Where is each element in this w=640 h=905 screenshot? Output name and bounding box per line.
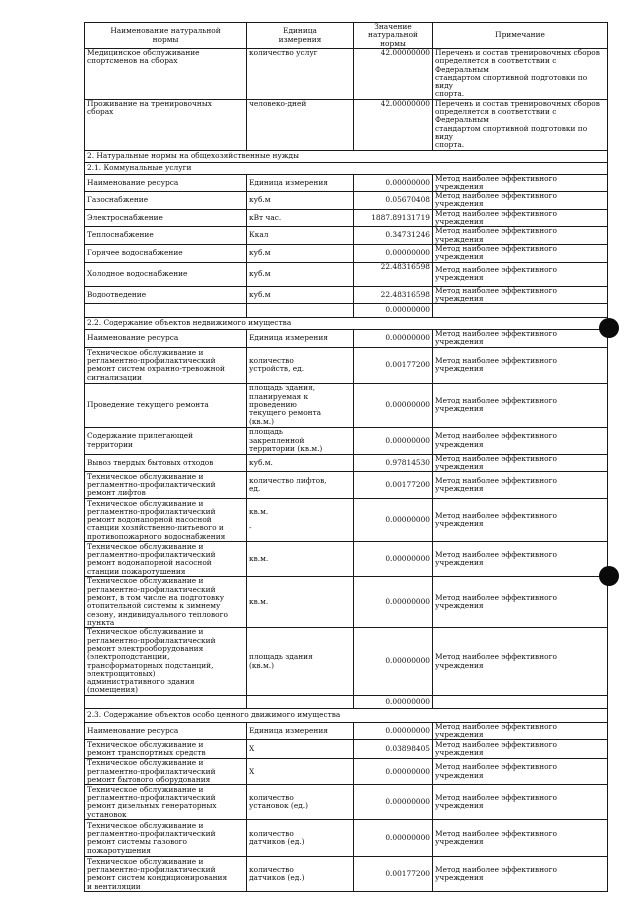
table-row xyxy=(85,383,608,427)
table-row xyxy=(85,49,608,100)
resource-name: Вывоз твердых бытовых отходов xyxy=(85,454,247,472)
resource-value: 22.48316598 xyxy=(354,262,433,286)
resource-unit-header: Единица измерения xyxy=(247,330,354,348)
resource-note: Метод наиболее эффективного учреждения xyxy=(433,542,608,577)
norm-unit: количество услуг xyxy=(247,49,354,100)
header-note: Примечание xyxy=(433,23,608,49)
resource-name: Техническое обслуживание и регламентно-профилактический ремонт систем охранно-тревожной сигнализации xyxy=(85,347,247,383)
resource-unit: кв.м. xyxy=(247,542,354,577)
resource-note: Метод наиболее эффективного учреждения xyxy=(433,472,608,499)
resource-unit: количество датчиков (ед.) xyxy=(247,820,354,857)
norm-note: Перечень и состав тренировочных сборов определяется в соответствии с Федеральным стандартом спортивной подготовки по виду спорта. xyxy=(433,49,608,100)
resource-value: 0.00000000 xyxy=(354,759,433,785)
norms-table xyxy=(84,22,608,892)
resource-note: Метод наиболее эффективного учреждения xyxy=(433,857,608,892)
table-row xyxy=(85,347,608,383)
resource-value: 0.00000000 xyxy=(354,577,433,628)
resource-value: 0.00000000 xyxy=(354,499,433,542)
resource-note: Метод наиболее эффективного учреждения xyxy=(433,347,608,383)
binder-hole-mark xyxy=(599,318,619,338)
resource-note: Метод наиболее эффективного учреждения xyxy=(433,244,608,262)
table-row xyxy=(85,454,608,472)
resource-value: 0.00000000 xyxy=(354,427,433,454)
header-unit: Единица измерения xyxy=(247,23,354,49)
table-row xyxy=(85,759,608,785)
resource-value: 0.00000000 xyxy=(354,383,433,427)
table-row xyxy=(85,286,608,304)
header-row xyxy=(85,23,608,49)
resource-name: Газоснабжение xyxy=(85,192,247,210)
resource-unit-header: Единица измерения xyxy=(247,722,354,740)
binder-hole-mark xyxy=(599,566,619,586)
resource-name: Техническое обслуживание и регламентно-профилактический ремонт водонапорной насосной станции пожаротушения xyxy=(85,542,247,577)
table-row xyxy=(85,262,608,286)
resource-unit: куб.м xyxy=(247,244,354,262)
resource-unit: количество датчиков (ед.) xyxy=(247,857,354,892)
resource-value: 0.00177200 xyxy=(354,857,433,892)
resource-note: Метод наиболее эффективного учреждения xyxy=(433,759,608,785)
resource-unit: куб.м xyxy=(247,286,354,304)
resource-value: 0.03898405 xyxy=(354,740,433,759)
resource-name: Проведение текущего ремонта xyxy=(85,383,247,427)
resource-note: Метод наиболее эффективного учреждения xyxy=(433,383,608,427)
norm-name: Медицинское обслуживание спортсменов на сборах xyxy=(85,49,247,100)
table-row xyxy=(85,227,608,245)
resource-unit: площадь здания (кв.м.) xyxy=(247,628,354,695)
resource-unit: кв.м. xyxy=(247,577,354,628)
table-row xyxy=(85,472,608,499)
table-row xyxy=(85,244,608,262)
realty-total: 0.00000000 xyxy=(354,695,433,708)
resource-unit: кв.м. - xyxy=(247,499,354,542)
resource-name-header: Наименование ресурса xyxy=(85,330,247,348)
resource-name: Техническое обслуживание и регламентно-профилактический ремонт водонапорной насосной станции хозяйственно-питьевого и противопожарного водоснабжения xyxy=(85,499,247,542)
table-row xyxy=(85,427,608,454)
resource-value: 0.00177200 xyxy=(354,347,433,383)
resource-name: Теплоснабжение xyxy=(85,227,247,245)
subtable-header-row xyxy=(85,722,608,740)
resource-note: Метод наиболее эффективного учреждения xyxy=(433,785,608,820)
resource-name: Техническое обслуживание и регламентно-профилактический ремонт системы газового пожаротушения xyxy=(85,820,247,857)
norm-unit: человеко-дней xyxy=(247,99,354,150)
table-row xyxy=(85,542,608,577)
section-heading xyxy=(85,150,608,162)
resource-value: 0.00000000 xyxy=(354,244,433,262)
resource-unit: куб.м xyxy=(247,192,354,210)
table-row xyxy=(85,857,608,892)
resource-note: Метод наиболее эффективного учреждения xyxy=(433,820,608,857)
resource-value-header: 0.00000000 xyxy=(354,330,433,348)
resource-value: 0.00000000 xyxy=(354,785,433,820)
resource-unit: куб.м. xyxy=(247,454,354,472)
resource-note: Метод наиболее эффективного учреждения xyxy=(433,499,608,542)
resource-name: Техническое обслуживание и регламентно-профилактический ремонт дизельных генераторных установок xyxy=(85,785,247,820)
section-2-3-title: 2.3. Содержание объектов особо ценного движимого имущества xyxy=(85,708,608,722)
section-heading xyxy=(85,162,608,174)
resource-note: Метод наиболее эффективного учреждения xyxy=(433,427,608,454)
resource-value: 1887.89131719 xyxy=(354,209,433,227)
resource-note: Метод наиболее эффективного учреждения xyxy=(433,740,608,759)
header-value: Значение натуральной нормы xyxy=(354,23,433,49)
resource-name: Техническое обслуживание и регламентно-профилактический ремонт электрооборудования (электроподстанции, трансформаторных подстанций, электрощитовых) административного здания (помещения) xyxy=(85,628,247,695)
resource-unit: количество установок (ед.) xyxy=(247,785,354,820)
resource-name: Электроснабжение xyxy=(85,209,247,227)
resource-name: Холодное водоснабжение xyxy=(85,262,247,286)
resource-name: Техническое обслуживание и регламентно-профилактический ремонт, в том числе на подготовку отопительной системы к зимнему сезону, индивидуального теплового пункта xyxy=(85,577,247,628)
header-name: Наименование натуральной нормы xyxy=(85,23,247,49)
resource-unit: кВт час. xyxy=(247,209,354,227)
resource-unit: Ккал xyxy=(247,227,354,245)
resource-value-header: 0.00000000 xyxy=(354,722,433,740)
resource-value: 0.00000000 xyxy=(354,542,433,577)
section-2-2-title: 2.2. Содержание объектов недвижимого имущества xyxy=(85,318,608,330)
norm-value: 42.00000000 xyxy=(354,99,433,150)
resource-value: 0.97814530 xyxy=(354,454,433,472)
table-row xyxy=(85,628,608,695)
resource-name-header: Наименование ресурса xyxy=(85,722,247,740)
resource-unit: количество лифтов, ед. xyxy=(247,472,354,499)
resource-unit: площадь здания, планируемая к проведению текущего ремонта (кв.м.) xyxy=(247,383,354,427)
resource-name: Водоотведение xyxy=(85,286,247,304)
resource-note-header: Метод наиболее эффективного учреждения xyxy=(433,174,608,192)
norm-value: 42.00000000 xyxy=(354,49,433,100)
table-row xyxy=(85,785,608,820)
resource-note: Метод наиболее эффективного учреждения xyxy=(433,628,608,695)
resource-note: Метод наиболее эффективного учреждения xyxy=(433,209,608,227)
resource-value: 0.00000000 xyxy=(354,628,433,695)
total-row xyxy=(85,304,608,318)
resource-name: Техническое обслуживание и регламентно-профилактический ремонт лифтов xyxy=(85,472,247,499)
section-2-title: 2. Натуральные нормы на общехозяйственные нужды xyxy=(85,150,608,162)
table-row xyxy=(85,499,608,542)
resource-name: Техническое обслуживание и регламентно-профилактический ремонт бытового оборудования xyxy=(85,759,247,785)
resource-name: Горячее водоснабжение xyxy=(85,244,247,262)
section-2-1-title: 2.1. Коммунальные услуги xyxy=(85,162,608,174)
resource-value: 0.05670408 xyxy=(354,192,433,210)
table-row xyxy=(85,209,608,227)
norm-note: Перечень и состав тренировочных сборов определяется в соответствии с Федеральным стандартом спортивной подготовки по виду спорта. xyxy=(433,99,608,150)
resource-note: Метод наиболее эффективного учреждения xyxy=(433,286,608,304)
section-heading xyxy=(85,318,608,330)
norm-name: Проживание на тренировочных сборах xyxy=(85,99,247,150)
table-row xyxy=(85,577,608,628)
resource-name: Техническое обслуживание и ремонт транспортных средств xyxy=(85,740,247,759)
resource-unit: площадь закрепленной территории (кв.м.) xyxy=(247,427,354,454)
table-row xyxy=(85,99,608,150)
table-row xyxy=(85,740,608,759)
resource-note: Метод наиболее эффективного учреждения xyxy=(433,577,608,628)
resource-note: Метод наиболее эффективного учреждения xyxy=(433,227,608,245)
subtable-header-row xyxy=(85,174,608,192)
table-row xyxy=(85,820,608,857)
resource-note: Метод наиболее эффективного учреждения xyxy=(433,454,608,472)
utilities-total: 0.00000000 xyxy=(354,304,433,318)
resource-value-header: 0.00000000 xyxy=(354,174,433,192)
table-row xyxy=(85,192,608,210)
resource-name: Техническое обслуживание и регламентно-профилактический ремонт систем кондиционирования и вентиляции xyxy=(85,857,247,892)
resource-note-header: Метод наиболее эффективного учреждения xyxy=(433,330,608,348)
subtable-header-row xyxy=(85,330,608,348)
resource-value: 0.00000000 xyxy=(354,820,433,857)
resource-unit-header: Единица измерения xyxy=(247,174,354,192)
resource-note: Метод наиболее эффективного учреждения xyxy=(433,192,608,210)
resource-name: Содержание прилегающей территории xyxy=(85,427,247,454)
total-row xyxy=(85,695,608,708)
resource-unit: Х xyxy=(247,759,354,785)
resource-value: 0.34731246 xyxy=(354,227,433,245)
resource-value: 22.48316598 xyxy=(354,286,433,304)
resource-unit: количество устройств, ед. xyxy=(247,347,354,383)
resource-name-header: Наименование ресурса xyxy=(85,174,247,192)
resource-unit: Х xyxy=(247,740,354,759)
resource-unit: куб.м xyxy=(247,262,354,286)
resource-value: 0.00177200 xyxy=(354,472,433,499)
resource-note: Метод наиболее эффективного учреждения xyxy=(433,262,608,286)
section-heading xyxy=(85,708,608,722)
resource-note-header: Метод наиболее эффективного учреждения xyxy=(433,722,608,740)
